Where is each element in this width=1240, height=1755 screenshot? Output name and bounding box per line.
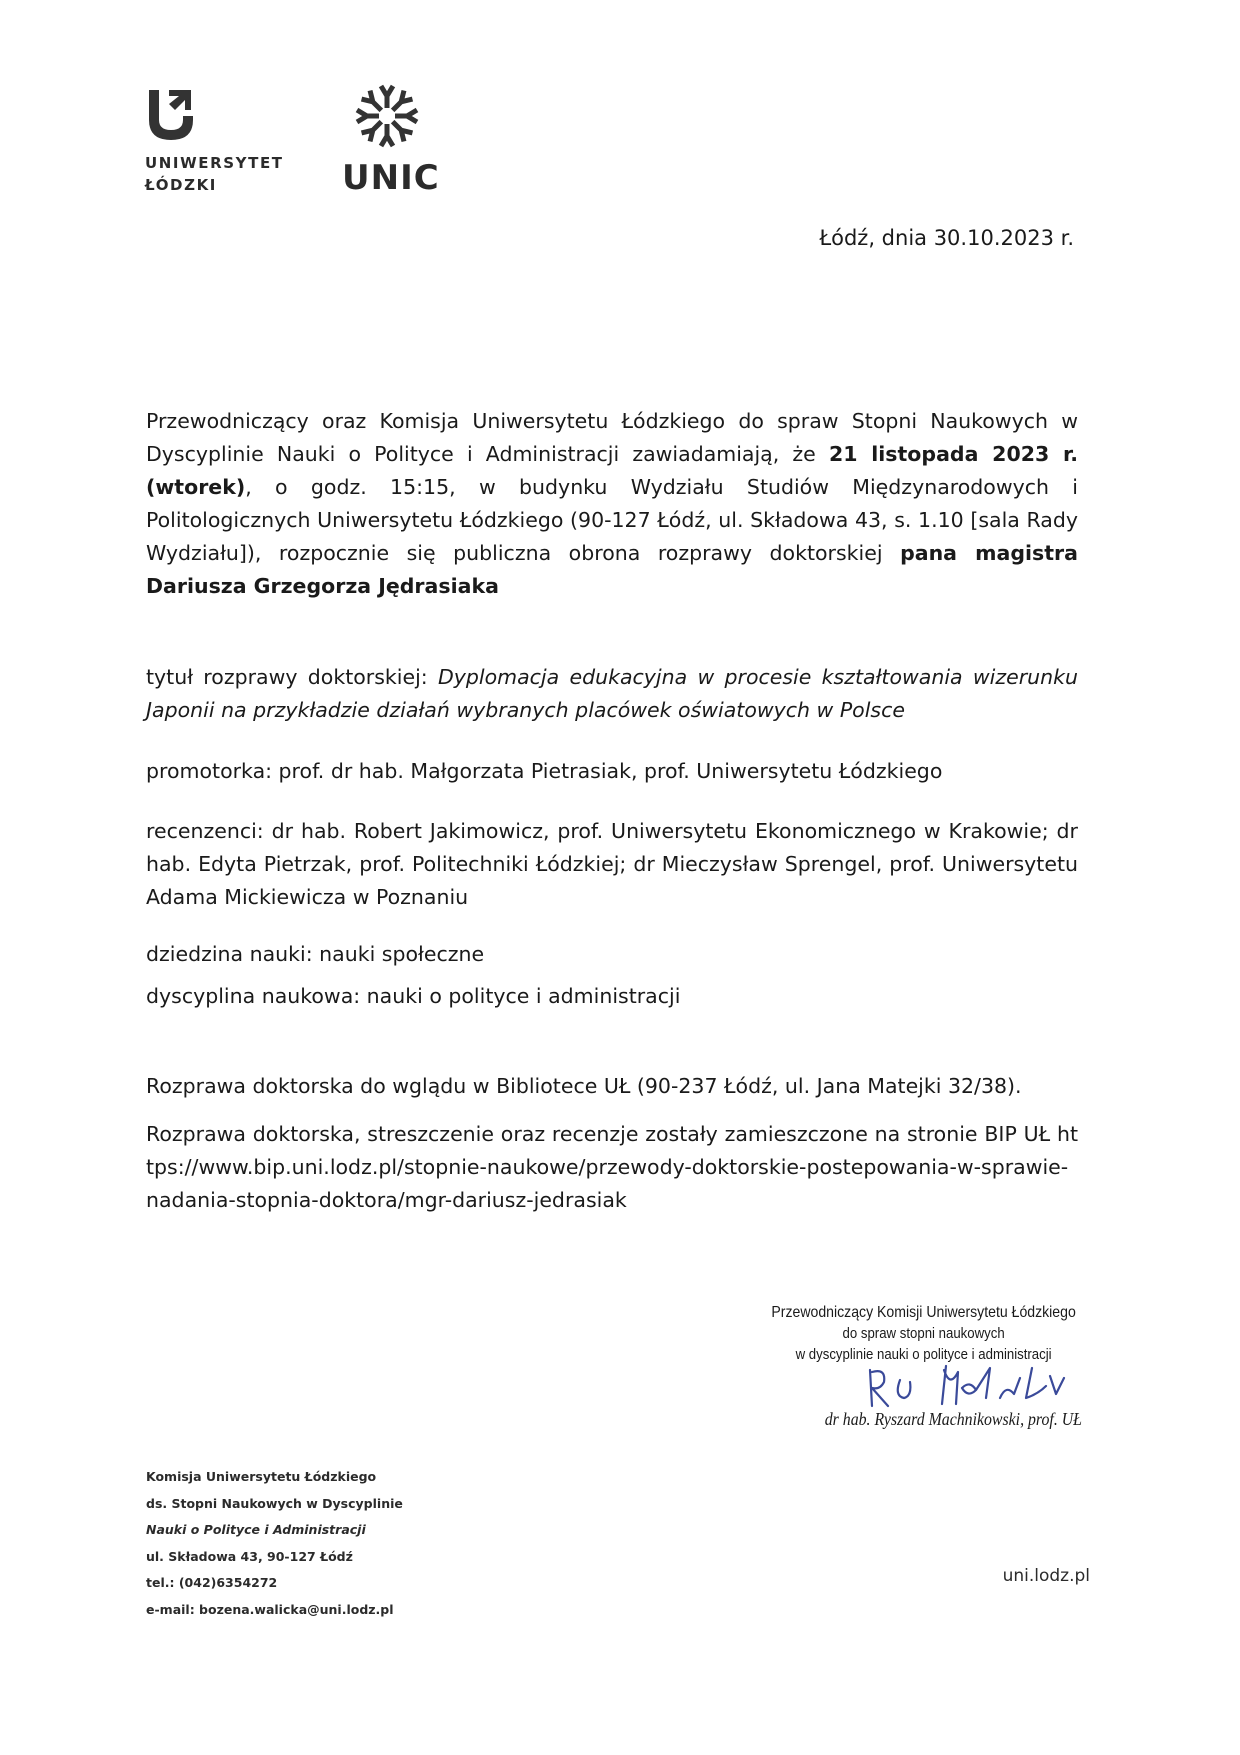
university-logo xyxy=(145,86,285,196)
reviewers: recenzenci: dr hab. Robert Jakimowicz, prof. Uniwersytetu Ekonomicznego w Krakowie; dr hab. Edyta Pietrzak, prof. Politechniki Łódzkiej; dr Mieczysław Sprengel, prof. Uniwersytetu Adama Mickiewicza w Poznaniu xyxy=(146,819,1078,909)
signature-title-line2: do spraw stopni naukowych xyxy=(842,1325,1005,1342)
thesis-title-paragraph: tytuł rozprawy doktorskiej: Dyplomacja edukacyjna w procesie kształtowania wizerunku Japonii na przykładzie działań wybranych placówek oświatowych w Polsce xyxy=(146,665,1078,722)
unic-logo xyxy=(342,80,440,198)
university-logo-name: UNIWERSYTET ŁÓDZKI xyxy=(145,154,284,194)
thesis-availability: Rozprawa doktorska do wglądu w Bibliotece UŁ (90-237 Łódź, ul. Jana Matejki 32/38). xyxy=(146,1074,1022,1098)
promoter: promotorka: prof. dr hab. Małgorzata Pietrasiak, prof. Uniwersytetu Łódzkiego xyxy=(146,759,943,783)
scientific-discipline: dyscyplina naukowa: nauki o polityce i administracji xyxy=(146,984,681,1008)
footer-phone: tel.: (042)6354272 xyxy=(146,1575,278,1590)
document-date: Łódź, dnia 30.10.2023 r. xyxy=(819,226,1074,250)
signatory-name: dr hab. Ryszard Machnikowski, prof. UŁ xyxy=(824,1409,1082,1429)
unic-logo-text: UNIC xyxy=(342,158,440,198)
bip-paragraph: Rozprawa doktorska, streszczenie oraz recenzje zostały zamieszczone na stronie BIP UŁ https://www.bip.uni.lodz.pl/stopnie-naukowe/przewody-doktorskie-postepowania-w-sprawie-nadania-stopnia-doktora/mgr-dariusz-jedrasiak xyxy=(146,1122,1078,1212)
footer-address: ul. Składowa 43, 90-127 Łódź xyxy=(146,1548,353,1564)
footer-email: e-mail: bozena.walicka@uni.lodz.pl xyxy=(146,1601,394,1617)
signature-title-line3: w dyscyplinie nauki o polityce i administracji xyxy=(795,1346,1052,1363)
handwritten-signature xyxy=(850,1358,1070,1418)
thesis-title: Dyplomacja edukacyjna w procesie kształtowania wizerunku Japonii na przykładzie działań wybranych placówek oświatowych w Polsce xyxy=(146,665,1078,722)
footer-committee: Komisja Uniwersytetu Łódzkiego xyxy=(146,1469,377,1484)
bip-url[interactable]: https://www.bip.uni.lodz.pl/stopnie-naukowe/przewody-doktorskie-postepowania-w-sprawie-nadania-stopnia-doktora/mgr-dariusz-jedrasiak xyxy=(146,1122,1078,1212)
footer-committee-scope: ds. Stopni Naukowych w Dyscyplinie xyxy=(146,1495,403,1511)
announcement-paragraph: Przewodniczący oraz Komisja Uniwersytetu Łódzkiego do spraw Stopni Naukowych w Dyscyplinie Nauki o Polityce i Administracji zawiadamiają, że 21 listopada 2023 r. (wtorek), o godz. 15:15, w budynku Wydziału Studiów Międzynarodowych i Politologicznych Uniwersytetu Łódzkiego (90-127 Łódź, ul. Składowa 43, s. 1.10 [sala Rady Wydziału]), rozpocznie się publiczna obrona rozprawy doktorskiej pana magistra Dariusza Grzegorza Jędrasiaka xyxy=(146,409,1078,598)
field-of-science: dziedzina nauki: nauki społeczne xyxy=(146,942,485,966)
unic-star-icon xyxy=(351,80,423,152)
footer-contact xyxy=(146,1464,403,1623)
footer-discipline: Nauki o Polityce i Administracji xyxy=(146,1522,366,1537)
candidate-name: pana magistra Dariusza Grzegorza Jędrasiaka xyxy=(146,541,1078,598)
university-logo-icon xyxy=(145,86,197,142)
defense-date: 21 listopada 2023 r. (wtorek) xyxy=(146,442,1078,499)
footer-website: uni.lodz.pl xyxy=(1002,1566,1090,1586)
signature-title-line1: Przewodniczący Komisji Uniwersytetu Łódzkiego xyxy=(771,1304,1076,1321)
